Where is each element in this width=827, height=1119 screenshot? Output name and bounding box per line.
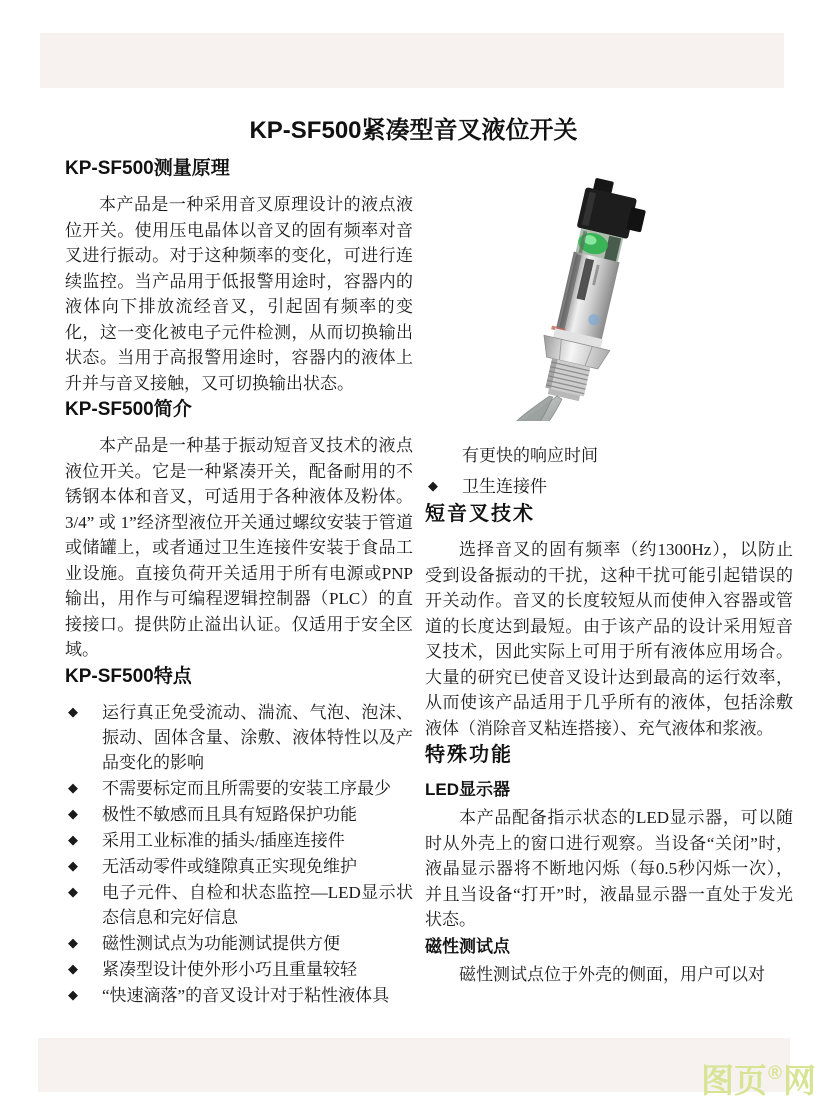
page-title: KP-SF500紧凑型音叉液位开关	[249, 117, 578, 144]
feature-continuation-text: 有更快的响应时间	[462, 446, 598, 465]
diamond-bullet-icon: ◆	[68, 704, 78, 720]
diamond-bullet-icon: ◆	[68, 858, 78, 874]
list-item	[65, 854, 413, 879]
feature-text: 采用工业标准的插头/插座连接件	[102, 830, 345, 850]
feature-text: “快速滴落”的音叉设计对于粘性液体具	[102, 985, 390, 1005]
section-heading-special-functions: 特殊功能	[425, 744, 513, 766]
paragraph-intro: 本产品是一种基于振动短音叉技术的液点液位开关。它是一种紧凑开关，配备耐用的不锈钢本体和音叉，可适用于各种液体及粉体。3/4” 或 1”经济型液位开关通过螺纹安装于管道或储罐上，或者通过卫生连接件安装于食品工业设施。直接负荷开关适用于所有电源或PNP 输出，用作与可编程逻辑控制器（PLC）的直接接口。提供防止溢出认证。仅适用于安全区域。	[65, 436, 413, 659]
feature-text: 极性不敏感而且具有短路保护功能	[102, 804, 357, 824]
top-band	[40, 33, 784, 88]
list-item	[65, 700, 413, 775]
list-item	[425, 474, 793, 499]
watermark-text-left: 图页	[701, 1062, 767, 1099]
sensor-body	[549, 251, 620, 349]
list-item	[65, 957, 413, 982]
feature-text: 不需要标定而且所需要的安装工序最少	[102, 778, 391, 798]
diamond-bullet-icon: ◆	[68, 987, 78, 1003]
diamond-bullet-icon: ◆	[68, 961, 78, 977]
list-item	[65, 828, 413, 853]
section-heading-short-fork: 短音叉技术	[425, 503, 535, 525]
feature-text: 运行真正免受流动、湍流、气泡、泡沫、振动、固体含量、涂敷、液体特性以及产品变化的影响	[102, 702, 413, 772]
feature-text: 电子元件、自检和状态监控—LED显示状态信息和完好信息	[102, 882, 413, 927]
registered-trademark-icon: ®	[768, 1063, 782, 1084]
extra-feature-list	[425, 474, 793, 499]
diamond-bullet-icon: ◆	[68, 935, 78, 951]
right-column	[425, 175, 793, 987]
diamond-bullet-icon: ◆	[68, 806, 78, 822]
subheading-magnetic-test-point: 磁性测试点	[425, 936, 510, 956]
section-heading-intro: KP-SF500简介	[65, 399, 192, 420]
diamond-bullet-icon: ◆	[68, 780, 78, 796]
tuyewang-watermark-logo	[701, 1064, 816, 1103]
product-photo	[425, 175, 793, 421]
list-item	[65, 931, 413, 956]
diamond-bullet-icon: ◆	[68, 884, 78, 900]
list-item	[65, 802, 413, 827]
feature-text: 磁性测试点为功能测试提供方便	[102, 933, 340, 953]
left-column	[65, 155, 413, 1009]
feature-text: 无活动零件或缝隙真正实现免维护	[102, 856, 357, 876]
features-list	[65, 700, 413, 1008]
bottom-band	[38, 1038, 790, 1092]
subheading-led-display: LED显示器	[425, 780, 510, 799]
list-item	[65, 983, 413, 1008]
section-heading-measure-principle: KP-SF500测量原理	[65, 158, 230, 179]
tuning-fork-level-switch-illustration	[511, 177, 663, 421]
list-item	[65, 880, 413, 930]
paragraph-measure-principle: 本产品是一种采用音叉原理设计的液点液位开关。使用压电晶体以音叉的固有频率对音叉进行振动。对于这种频率的变化，可进行连续监控。当产品用于低报警用途时，容器内的液体向下排放流经音叉，引起固有频率的变化，这一变化被电子元件检测，从而切换输出状态。当用于高报警用途时，容器内的液体上升并与音叉接触，又可切换输出状态。	[65, 195, 413, 393]
diamond-bullet-icon: ◆	[428, 479, 438, 494]
paragraph-short-fork: 选择音叉的固有频率（约1300Hz），以防止受到设备振动的干扰，这种干扰可能引起错误的开关动作。音叉的长度较短从而使伸入容器或管道的长度达到最短。由于该产品的设计采用短音叉技术，因此实际上可用于所有液体应用场合。大量的研究已使音叉设计达到最高的运行效率，从而使该产品适用于几乎所有的液体，包括涂敷液体（消除音叉粘连搭接）、充气液体和浆液。	[425, 540, 793, 738]
watermark-text-right: 网	[783, 1062, 816, 1099]
paragraph-magnetic-test-point: 磁性测试点位于外壳的侧面，用户可以对	[459, 964, 765, 984]
section-heading-features: KP-SF500特点	[65, 665, 192, 687]
diamond-bullet-icon: ◆	[68, 832, 78, 848]
feature-text: 紧凑型设计使外形小巧且重量较轻	[102, 959, 357, 979]
list-item	[65, 776, 413, 801]
paragraph-led-display: 本产品配备指示状态的LED显示器，可以随时从外壳上的窗口进行观察。当设备“关闭”时，液晶显示器将不断地闪烁（每0.5秒闪烁一次），并且当设备“打开”时，液晶显示器一直处于发光状态。	[425, 808, 793, 929]
feature-text: 卫生连接件	[462, 477, 547, 496]
